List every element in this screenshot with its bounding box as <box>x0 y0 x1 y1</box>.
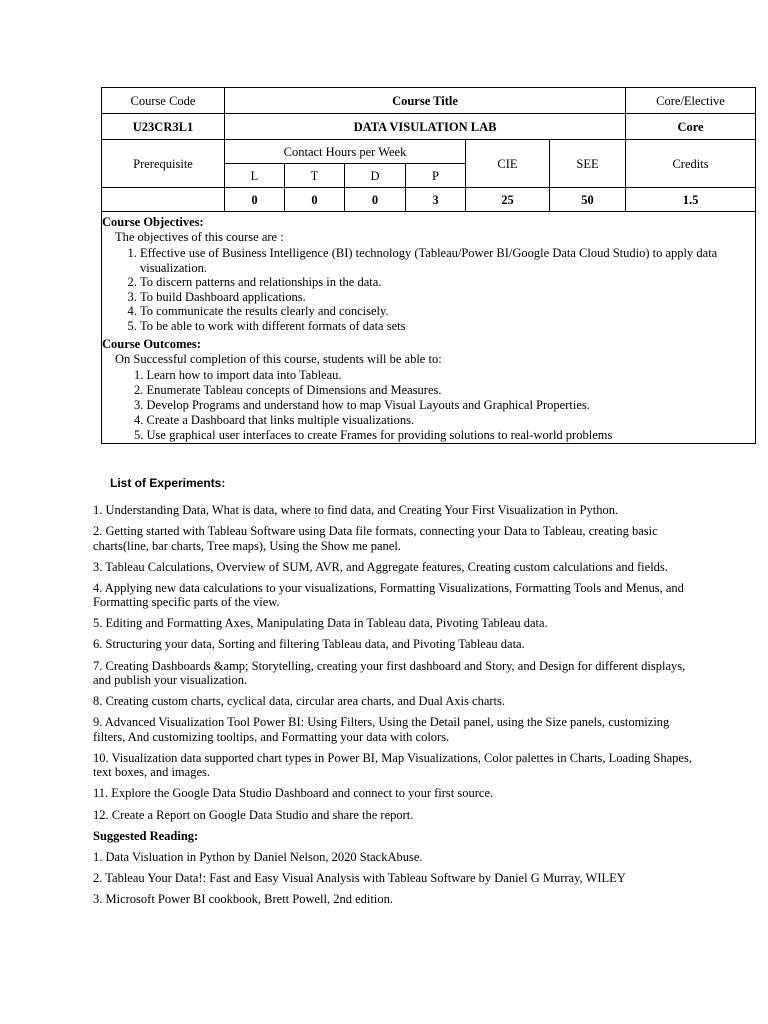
objective-item: 3. To build Dashboard applications. <box>140 290 755 305</box>
outcomes-intro: On Successful completion of this course, students will be able to: <box>115 352 442 366</box>
experiment-item: 4. Applying new data calculations to your visualizations, Formatting Visualizations, Formatting Tools and Menus, and Formatting specific parts of the view. <box>93 580 684 610</box>
outcome-item: 3. Develop Programs and understand how to map Visual Layouts and Graphical Properties. <box>134 398 590 412</box>
reading-item: 3. Microsoft Power BI cookbook, Brett Powell, 2nd edition. <box>93 891 393 906</box>
reading-item: 2. Tableau Your Data!: Fast and Easy Visual Analysis with Tableau Software by Daniel G Murray, WILEY <box>93 870 626 885</box>
experiment-item: 5. Editing and Formatting Axes, Manipulating Data in Tableau data, Pivoting Tableau data. <box>93 616 548 631</box>
credits-value: 1.5 <box>626 188 756 212</box>
prerequisite-value <box>102 188 225 212</box>
experiment-item: 12. Create a Report on Google Data Studio and share the report. <box>93 807 414 822</box>
hours-header-l: L <box>225 164 285 188</box>
objectives-list <box>102 246 755 333</box>
experiment-item: 3. Tableau Calculations, Overview of SUM, AVR, and Aggregate features, Creating custom calculations and fields. <box>93 559 668 574</box>
hours-value-d: 0 <box>345 188 406 212</box>
experiment-item: 6. Structuring your data, Sorting and filtering Tableau data, and Pivoting Tableau data. <box>93 637 525 652</box>
objectives-outcomes-cell <box>102 212 756 444</box>
hours-header-p: P <box>406 164 466 188</box>
course-code-label: Course Code <box>102 88 225 114</box>
outcomes-list <box>102 368 755 443</box>
cie-label: CIE <box>466 140 550 188</box>
course-code-value: U23CR3L1 <box>102 114 225 140</box>
course-title-label: Course Title <box>225 88 626 114</box>
see-value: 50 <box>550 188 626 212</box>
experiments-list <box>93 503 693 913</box>
experiments-title: List of Experiments: <box>110 476 226 490</box>
outcome-item: 4. Create a Dashboard that links multiple visualizations. <box>134 413 415 427</box>
suggested-reading-title: Suggested Reading: <box>93 828 199 843</box>
see-label: SEE <box>550 140 626 188</box>
experiment-item: 8. Creating custom charts, cyclical data, circular area charts, and Dual Axis charts. <box>93 694 505 709</box>
course-type-value: Core <box>626 114 756 140</box>
course-info-table <box>101 87 756 444</box>
hours-value-l: 0 <box>225 188 285 212</box>
outcome-item: 2. Enumerate Tableau concepts of Dimensions and Measures. <box>134 383 442 397</box>
credits-label: Credits <box>626 140 756 188</box>
objective-item: 2. To discern patterns and relationships in the data. <box>140 275 755 290</box>
course-title-value: DATA VISULATION LAB <box>225 114 626 140</box>
hours-header-d: D <box>345 164 406 188</box>
outcomes-title: Course Outcomes: <box>102 337 201 351</box>
course-type-label: Core/Elective <box>626 88 756 114</box>
experiment-item: 1. Understanding Data, What is data, where to find data, and Creating Your First Visualization in Python. <box>93 503 619 517</box>
hours-value-t: 0 <box>285 188 345 212</box>
objectives-intro: The objectives of this course are : <box>115 230 284 244</box>
objectives-title: Course Objectives: <box>102 215 204 229</box>
experiment-item: 11. Explore the Google Data Studio Dashboard and connect to your first source. <box>93 786 494 801</box>
outcome-item: 1. Learn how to import data into Tableau. <box>134 368 342 382</box>
experiment-item: 2. Getting started with Tableau Software using Data file formats, connecting your Data to Tableau, creating basic charts(line, bar charts, Tree maps), Using the Show me panel. <box>93 524 658 553</box>
cie-value: 25 <box>466 188 550 212</box>
prerequisite-label: Prerequisite <box>102 140 225 188</box>
objective-item: 4. To communicate the results clearly and concisely. <box>140 304 755 319</box>
reading-item: 1. Data Visluation in Python by Daniel Nelson, 2020 StackAbuse. <box>93 849 423 864</box>
experiment-item: 10. Visualization data supported chart types in Power BI, Map Visualizations, Color palettes in Charts, Loading Shapes, text boxes, and images. <box>93 750 692 780</box>
objective-item: 1. Effective use of Business Intelligence (BI) technology (Tableau/Power BI/Google Data Cloud Studio) to apply data visualization. <box>140 246 755 275</box>
hours-header-t: T <box>285 164 345 188</box>
experiment-item: 9. Advanced Visualization Tool Power BI: Using Filters, Using the Detail panel, using the Size panels, customizing filters, And customizing tooltips, and Formatting your data with colors. <box>93 715 670 744</box>
objective-item: 5. To be able to work with different formats of data sets <box>140 319 755 334</box>
outcome-item: 5. Use graphical user interfaces to create Frames for providing solutions to real-world problems <box>134 428 613 442</box>
hours-value-p: 3 <box>406 188 466 212</box>
experiment-item: 7. Creating Dashboards &amp; Storytelling, creating your first dashboard and Story, and Design for different displays, and publish your visualization. <box>93 658 686 688</box>
contact-hours-label: Contact Hours per Week <box>225 140 466 164</box>
